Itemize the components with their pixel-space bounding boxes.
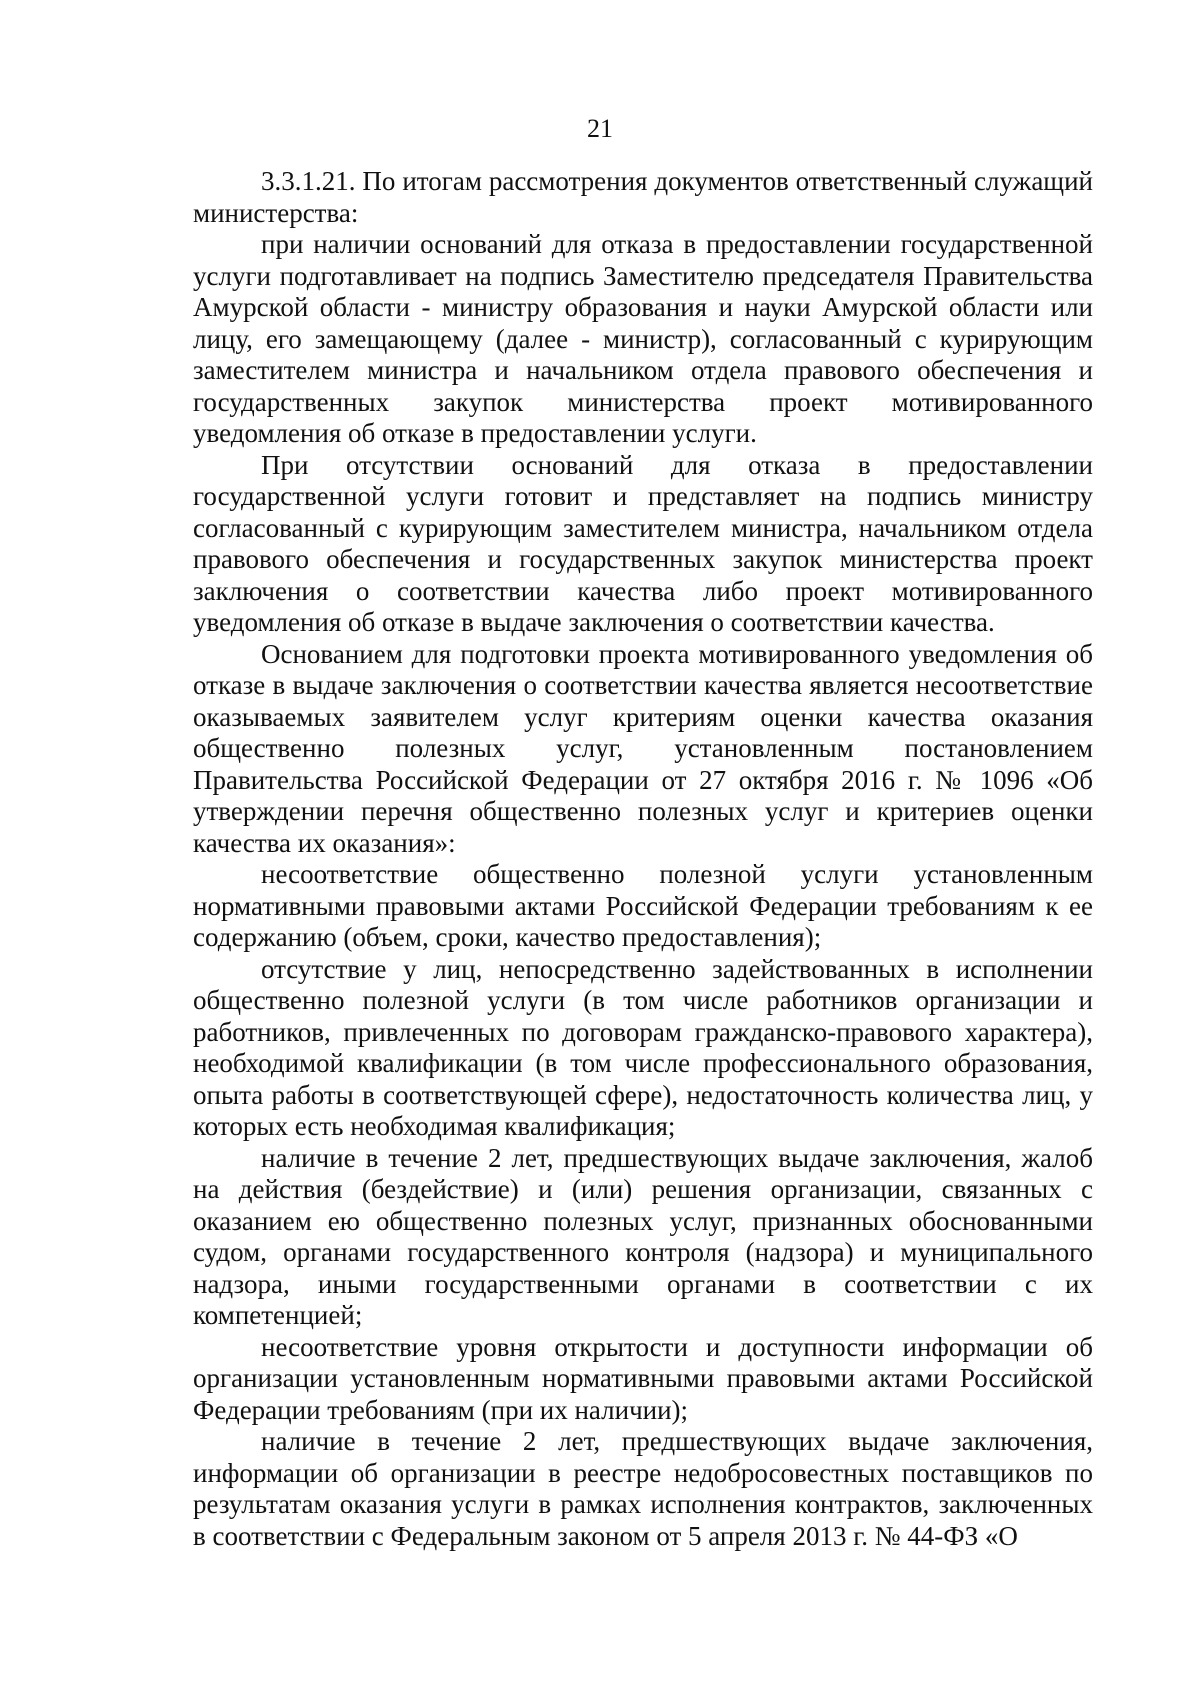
paragraph-criterion-openness: несоответствие уровня открытости и доступности информации об организации установленным нормативными правовыми актами Российской Федерации требованиям (при их наличии); — [193, 1331, 1093, 1425]
paragraph-3-3-1-21: 3.3.1.21. По итогам рассмотрения документов ответственный служащий министерства: — [193, 166, 1093, 228]
paragraph-no-refusal-grounds: При отсутствии оснований для отказа в предоставлении государственной услуги готовит и представляет на подпись министру согласованный с курирующим заместителем министра, начальником отдела правового обеспечения и государственных закупок министерства проект заключения о соответствии качества либо проект мотивированного уведомления об отказе в выдаче заключения о соответствии качества. — [193, 449, 1093, 637]
paragraph-criterion-registry: наличие в течение 2 лет, предшествующих выдаче заключения, информации об организации в реестре недобросовестных поставщиков по результатам оказания услуги в рамках исполнения контрактов, заключенных в соответствии с Федеральным законом от 5 апреля 2013 г. № 44-ФЗ «О — [193, 1426, 1093, 1551]
document-body — [193, 166, 1093, 1552]
paragraph-refusal-grounds: при наличии оснований для отказа в предоставлении государственной услуги подготавливает на подпись Заместителю председателя Правительства Амурской области - министру образования и науки Амурской области или лицу, его замещающему (далее - министр), согласованный с курирующим заместителем министра и начальником отдела правового обеспечения и государственных закупок министерства проект мотивированного уведомления об отказе в предоставлении услуги. — [193, 229, 1093, 448]
page-number: 21 — [587, 114, 613, 143]
paragraph-criterion-complaints: наличие в течение 2 лет, предшествующих выдаче заключения, жалоб на действия (бездействие) и (или) решения организации, связанных с оказанием ею общественно полезных услуг, признанных обоснованными судом, органами государственного контроля (надзора) и муниципального надзора, иными государственными органами в соответствии с их компетенцией; — [193, 1142, 1093, 1330]
paragraph-criterion-nonconformity: несоответствие общественно полезной услуги установленным нормативными правовыми актами Российской Федерации требованиям к ее содержанию (объем, сроки, качество предоставления); — [193, 859, 1093, 952]
paragraph-criterion-qualification: отсутствие у лиц, непосредственно задействованных в исполнении общественно полезной услуги (в том числе работников организации и работников, привлеченных по договорам гражданско-правового характера), необходимой квалификации (в том числе профессионального образования, опыта работы в соответствующей сфере), недостаточность количества лиц, у которых есть необходимая квалификация; — [193, 953, 1093, 1141]
paragraph-basis-for-notice: Основанием для подготовки проекта мотивированного уведомления об отказе в выдаче заключения о соответствии качества является несоответствие оказываемых заявителем услуг критериям оценки качества оказания общественно полезных услуг, установленным постановлением Правительства Российской Федерации от 27 октября 2016 г. № 1096 «Об утверждении перечня общественно полезных услуг и критериев оценки качества их оказания»: — [193, 638, 1093, 858]
